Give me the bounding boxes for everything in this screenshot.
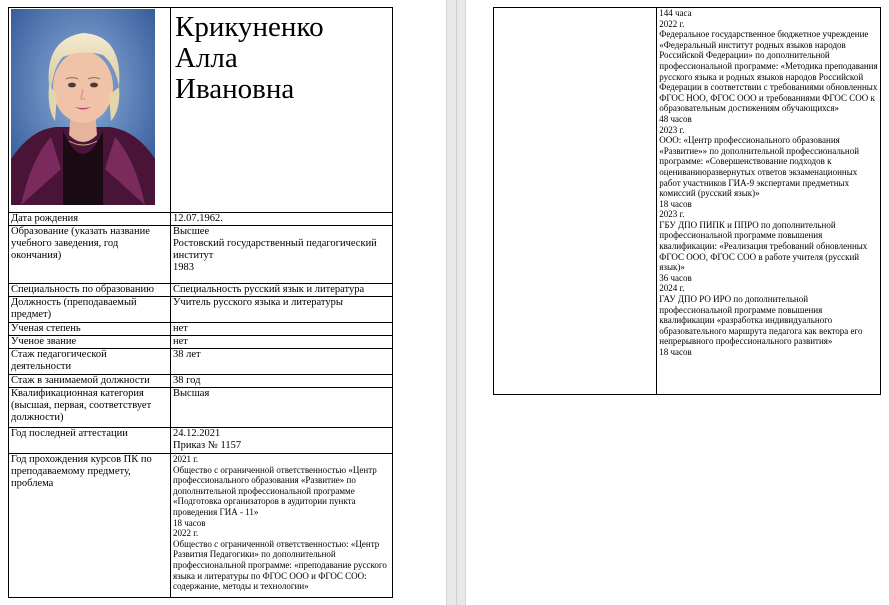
profile-table <box>8 7 393 598</box>
table-row <box>9 284 393 297</box>
row-label: Стаж в занимаемой должности <box>9 375 171 388</box>
row-label: Стаж педагогической деятельности <box>9 349 171 375</box>
row-label: Образование (указать название учебного заведения, год окончания) <box>9 226 171 284</box>
row-value: Учитель русского языка и литературы <box>171 297 393 323</box>
table-row <box>9 323 393 336</box>
courses-list-left: 2021 г. Общество с ограниченной ответственностью «Центр профессионального образования «Развитие» по дополнительной профессиональной программе «Подготовка организаторов в аудитории пункта проведения ГИА - 11» 18 часов 2022 г. Общество с ограниченной ответственностью: «Центр Развития Педагогики» по дополнительной профессиональной программе: «преподавание русского языка и литературы по ФГОС ООО и ФГОС СОО: содержание, методы и технологии» <box>171 454 393 598</box>
courses-list-right: 144 часа 2022 г. Федеральное государственное бюджетное учреждение «Федеральный институт родных языков народов Российской Федерации» по дополнительной профессиональной программе: «Методика преподавания русского языка и родных языков народов Российской Федерации в соответствии с требованиями обновленных ФГОС НОО, ФГОС ООО и требованиями ФГОС СОО к образовательным достижениям обучающихся» 48 часов 2023 г. ООО: «Центр профессионального образования «Развитие»» по дополнительной профессиональной программе: «Совершенствование подходов к оцениваниюразвернутых ответов экзаменационных работ участников ГИА-9 экспертами предметных комиссий (русский язык)» 18 часов 2023 г. ГБУ ДПО ПИПК и ППРО по дополнительной профессиональной программе повышения квалификации: «Реализация требований обновленных ФГОС ООО, ФГОС СОО в работе учителя (русский язык)» 36 часов 2024 г. ГАУ ДПО РО ИРО по дополнительной профессиональной программе повышения квалификации «разработка индивидуального образовательного маршрута педагога как вектора его непрерывного профессионального развития» 18 часов <box>657 8 881 395</box>
row-label: Должность (преподаваемый предмет) <box>9 297 171 323</box>
row-value: Специальность русский язык и литература <box>171 284 393 297</box>
table-row <box>9 349 393 375</box>
portrait-photo <box>11 9 155 205</box>
courses-continued-table <box>493 7 881 395</box>
surname: Крикуненко <box>175 11 324 43</box>
empty-label-cell <box>494 8 657 395</box>
table-row <box>494 8 881 395</box>
row-label: Ученая степень <box>9 323 171 336</box>
table-row <box>9 213 393 226</box>
table-row <box>9 336 393 349</box>
document-page-right <box>466 0 889 605</box>
table-row <box>9 297 393 323</box>
table-row <box>9 428 393 454</box>
row-value: нет <box>171 336 393 349</box>
row-value: 38 год <box>171 375 393 388</box>
row-label: Специальность по образованию <box>9 284 171 297</box>
row-value: Высшее Ростовский государственный педагогический институт 1983 <box>171 226 393 284</box>
page-gutter <box>446 0 466 605</box>
portrait-illustration <box>11 9 155 205</box>
row-value: 38 лет <box>171 349 393 375</box>
row-label: Год последней аттестации <box>9 428 171 454</box>
row-value: нет <box>171 323 393 336</box>
row-value: Высшая <box>171 388 393 428</box>
table-row <box>9 388 393 428</box>
row-label: Ученое звание <box>9 336 171 349</box>
row-value: 24.12.2021 Приказ № 1157 <box>171 428 393 454</box>
row-value: 12.07.1962. <box>171 213 393 226</box>
full-name <box>171 8 393 213</box>
table-row <box>9 375 393 388</box>
row-label: Дата рождения <box>9 213 171 226</box>
patronymic: Ивановна <box>175 73 295 105</box>
first-name: Алла <box>175 42 238 74</box>
courses-label: Год прохождения курсов ПК по преподаваемому предмету, проблема <box>9 454 171 598</box>
photo-cell <box>9 8 171 213</box>
row-label: Квалификационная категория (высшая, первая, соответствует должности) <box>9 388 171 428</box>
table-row <box>9 454 393 598</box>
table-row <box>9 226 393 284</box>
